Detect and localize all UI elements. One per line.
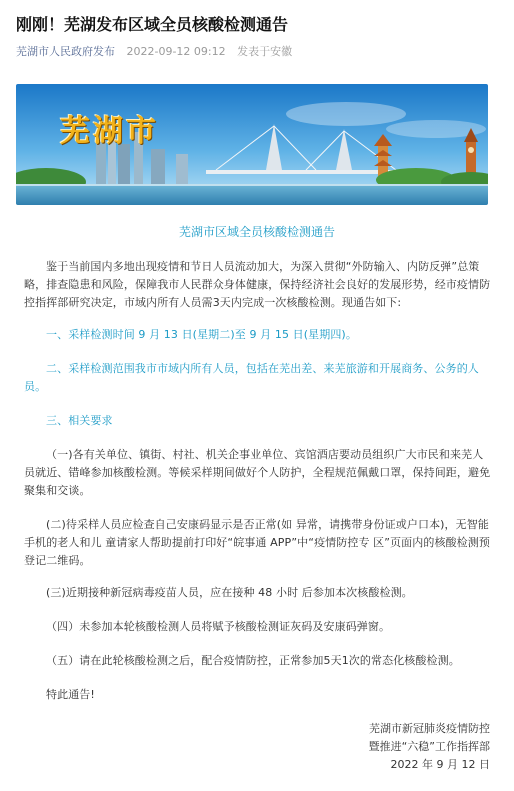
notice-item-1: 一、采样检测时间 9 月 13 日(星期二)至 9 月 15 日(星期四)。 bbox=[46, 328, 357, 341]
requirement-1: （一)各有关单位、镇街、村社、机关企事业单位、宾馆酒店要动员组织广大市民和来芜人员就近、错峰参加核酸检测。等候采样期间做好个人防护，全程规范佩戴口罩，保持间距，避免聚集和交谈。 bbox=[24, 448, 491, 497]
requirement-4: （四）未参加本轮核酸检测人员将赋予核酸检测证灰码及安康码弹窗。 bbox=[46, 620, 391, 633]
requirement-2: (二)待采样人员应检查自己安康码显示是否正常(如 异常，请携带身份证或户口本)，无智能手机的老人和儿 童请家人帮助提前打印好“皖事通 APP”中“疫情防控专 区”页面内的核酸检测预登记二维码。 bbox=[24, 518, 490, 567]
notice-date: 2022 年 9 月 12 日 bbox=[390, 758, 490, 771]
notice-item-2: 二、采样检测范围我市市域内所有人员，包括在芜出差、来芜旅游和开展商务、公务的人员。 bbox=[24, 362, 479, 393]
notice-item-3: 三、相关要求 bbox=[46, 414, 113, 427]
article-location: 发表于安徽 bbox=[237, 45, 293, 58]
requirement-5: （五）请在此轮核酸检测之后，配合疫情防控，正常参加5天1次的常态化核酸检测。 bbox=[46, 654, 460, 667]
article-source-link[interactable]: 芜湖市人民政府发布 bbox=[16, 45, 115, 58]
issuer-line-1: 芜湖市新冠肺炎疫情防控 bbox=[369, 722, 490, 735]
banner-title: 芜湖市 bbox=[60, 114, 159, 149]
city-banner-image bbox=[16, 84, 488, 205]
article-meta bbox=[16, 44, 300, 60]
notice-heading: 芜湖市区域全员核酸检测通告 bbox=[178, 225, 335, 239]
notice-intro: 鉴于当前国内多地出现疫情和节日人员流动加大，为深入贯彻“外防输入、内防反弹”总策略，排查隐患和风险，保障我市人民群众身体健康，保持经济社会良好的发展形势，经市疫情防控指挥部研究决定，市域内所有人员需3天内完成一次核酸检测。现通告如下: bbox=[24, 260, 491, 309]
article-datetime: 2022-09-12 09:12 bbox=[126, 45, 226, 58]
issuer-line-2: 暨推进“六稳”工作指挥部 bbox=[368, 740, 490, 753]
requirement-3: (三)近期接种新冠病毒疫苗人员，应在接种 48 小时 后参加本次核酸检测。 bbox=[46, 586, 413, 599]
notice-closing: 特此通告! bbox=[46, 688, 95, 701]
article-title: 刚刚！芜湖发布区域全员核酸检测通告 bbox=[16, 15, 289, 34]
